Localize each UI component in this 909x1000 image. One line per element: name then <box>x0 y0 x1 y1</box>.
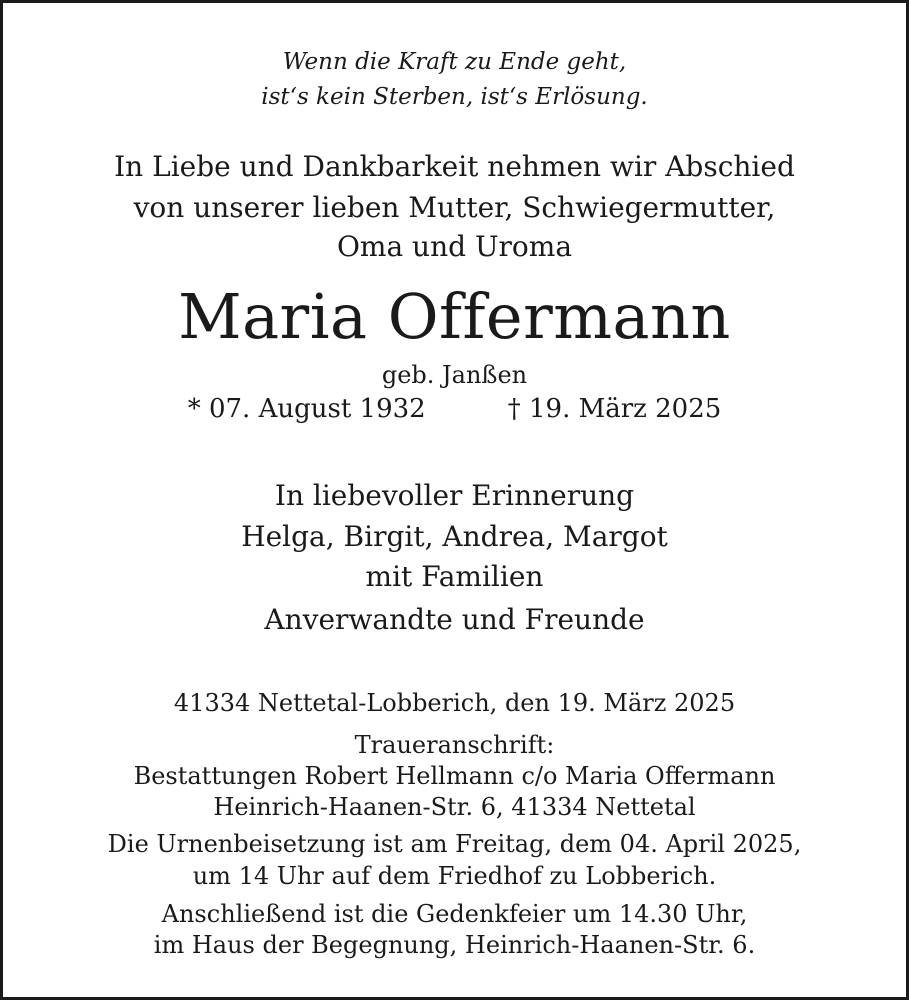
birth-date: * 07. August 1932 <box>187 394 426 424</box>
maiden-name: geb. Janßen <box>381 361 528 389</box>
motto-line-2: ist‘s kein Sterben, ist‘s Erlösung. <box>261 84 648 110</box>
life-dates <box>3 396 906 422</box>
mourners-line-4: Anverwandte und Freunde <box>264 603 645 636</box>
address-line-1: Bestattungen Robert Hellmann c/o Maria Offermann <box>133 762 776 790</box>
death-date: † 19. März 2025 <box>507 394 722 424</box>
deceased-name: Maria Offermann <box>178 280 731 353</box>
motto-line-1: Wenn die Kraft zu Ende geht, <box>282 49 627 75</box>
address-label: Traueranschrift: <box>354 731 555 759</box>
mourners-line-1: In liebevoller Erinnerung <box>274 479 635 512</box>
mourners-line-3: mit Familien <box>365 560 544 593</box>
intro-line-3: Oma und Uroma <box>336 230 573 263</box>
intro-line-1: In Liebe und Dankbarkeit nehmen wir Abschied <box>114 150 795 183</box>
burial-line-1: Die Urnenbeisetzung ist am Freitag, dem 04. April 2025, <box>107 830 802 858</box>
burial-line-2: um 14 Uhr auf dem Friedhof zu Lobberich. <box>192 862 717 890</box>
intro-line-2: von unserer lieben Mutter, Schwiegermutter, <box>133 191 776 224</box>
ceremony-line-2: im Haus der Begegnung, Heinrich-Haanen-Str. 6. <box>153 931 756 959</box>
address-line-2: Heinrich-Haanen-Str. 6, 41334 Nettetal <box>213 793 696 821</box>
place-and-date: 41334 Nettetal-Lobberich, den 19. März 2025 <box>173 689 736 717</box>
ceremony-line-1: Anschließend ist die Gedenkfeier um 14.30 Uhr, <box>161 900 748 928</box>
mourners-line-2: Helga, Birgit, Andrea, Margot <box>241 520 668 553</box>
